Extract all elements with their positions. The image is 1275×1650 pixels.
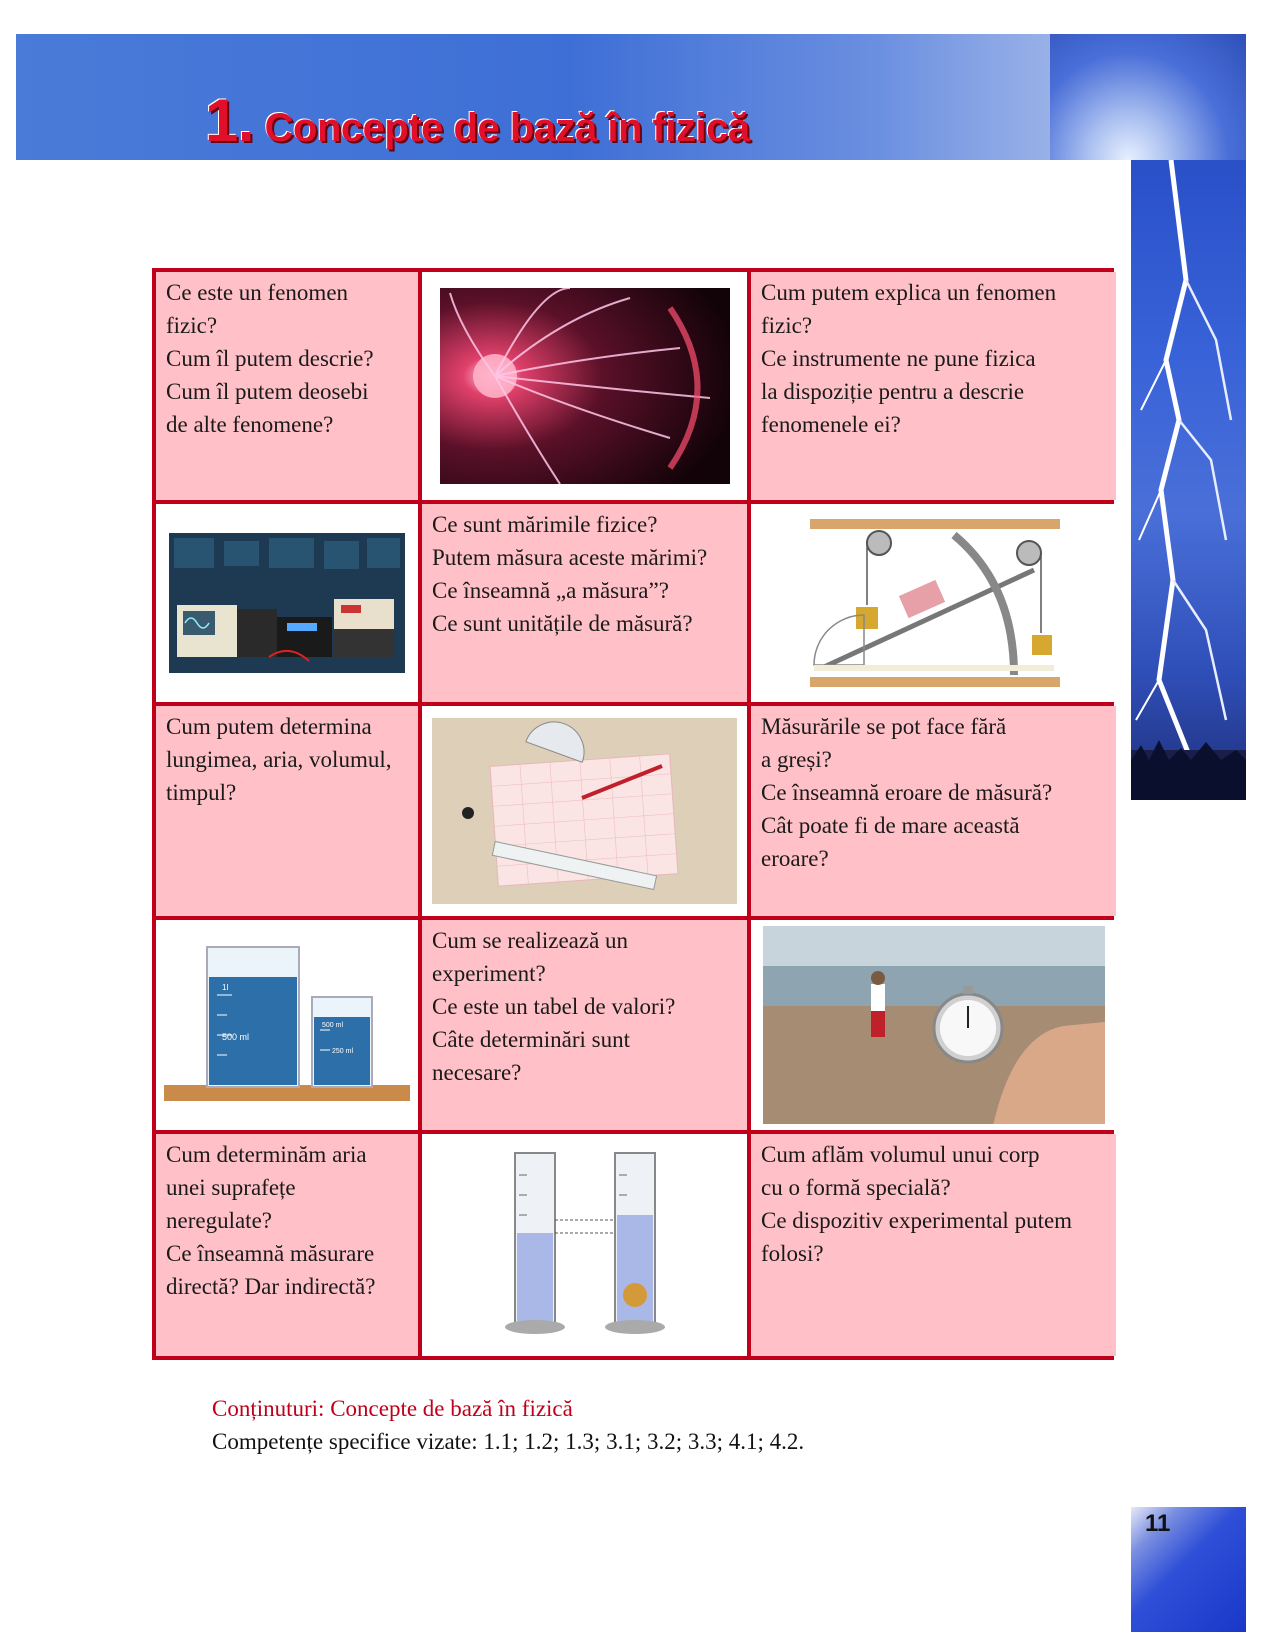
beaker-small-top-label: 500 ml xyxy=(322,1022,344,1029)
question-line: Cum îl putem descrie? xyxy=(166,346,374,371)
beaker-big-top-label: 1l xyxy=(222,983,229,992)
cell-experiment xyxy=(422,920,747,1130)
beaker-big-label: 500 ml xyxy=(222,1032,250,1042)
chapter-title-text: Concepte de bază în fizică xyxy=(264,106,750,150)
question-line: fenomenele ei? xyxy=(761,412,901,437)
question-line: Cât poate fi de mare această xyxy=(761,813,1020,838)
competences-line: Competențe specifice vizate: 1.1; 1.2; 1.3; 3.1; 3.2; 3.3; 4.1; 4.2. xyxy=(212,1429,805,1454)
cell-measurement-error xyxy=(751,706,1116,916)
question-grid xyxy=(152,268,1114,1360)
question-line: Cum aflăm volumul unui corp xyxy=(761,1142,1040,1167)
question-line: Putem măsura aceste mărimi? xyxy=(432,545,708,570)
question-line: necesare? xyxy=(432,1060,522,1085)
question-line: folosi? xyxy=(761,1241,824,1266)
page-number: 11 xyxy=(1145,1510,1171,1537)
question-line: Ce sunt unitățile de măsură? xyxy=(432,611,693,636)
question-line: Cum se realizează un xyxy=(432,928,629,953)
question-line: la dispoziție pentru a descrie xyxy=(761,379,1025,404)
question-line: Măsurările se pot face fără xyxy=(761,714,1007,739)
graph-paper-tools-image xyxy=(422,706,747,916)
cell-explain-phenomenon xyxy=(751,272,1116,500)
question-line: eroare? xyxy=(761,846,829,871)
header-sky-image xyxy=(1050,34,1246,160)
question-line: cu o formă specială? xyxy=(761,1175,951,1200)
question-line: lungimea, aria, volumul, xyxy=(166,747,392,772)
question-line: Ce sunt mărimile fizice? xyxy=(432,512,658,537)
plasma-ball-image xyxy=(422,272,747,500)
question-line: timpul? xyxy=(166,780,237,805)
stopwatch-beach-image xyxy=(751,920,1116,1130)
graduated-cylinders-image xyxy=(422,1134,747,1356)
question-line: unei suprafețe xyxy=(166,1175,296,1200)
lightning-image xyxy=(1131,160,1246,800)
question-line: Ce înseamnă „a măsura”? xyxy=(432,578,669,603)
cell-physical-quantities xyxy=(422,504,747,702)
question-line: Cum determinăm aria xyxy=(166,1142,367,1167)
beaker-small-label: 250 ml xyxy=(332,1048,354,1055)
question-line: Ce instrumente ne pune fizica xyxy=(761,346,1036,371)
question-line: Câte determinări sunt xyxy=(432,1027,630,1052)
question-line: Ce înseamnă eroare de măsură? xyxy=(761,780,1053,805)
question-line: experiment? xyxy=(432,961,546,986)
question-line: fizic? xyxy=(166,313,218,338)
cell-determine-quantities xyxy=(156,706,418,916)
cell-irregular-area xyxy=(156,1134,418,1356)
contents-line: Conținuturi: Concepte de bază în fizică xyxy=(212,1396,573,1421)
question-line: fizic? xyxy=(761,313,813,338)
beakers-image xyxy=(156,920,418,1130)
question-line: Cum putem determina xyxy=(166,714,372,739)
chapter-number: 1. xyxy=(205,87,255,154)
cell-special-volume xyxy=(751,1134,1116,1356)
question-line: directă? Dar indirectă? xyxy=(166,1274,376,1299)
question-line: a greși? xyxy=(761,747,832,772)
question-line: Ce dispozitiv experimental putem xyxy=(761,1208,1073,1233)
question-line: de alte fenomene? xyxy=(166,412,334,437)
question-line: Ce înseamnă măsurare xyxy=(166,1241,375,1266)
question-line: Cum îl putem deosebi xyxy=(166,379,369,404)
question-line: neregulate? xyxy=(166,1208,272,1233)
cell-phenomenon-questions xyxy=(156,272,418,500)
lab-instruments-image xyxy=(156,504,418,702)
question-line: Ce este un fenomen xyxy=(166,280,349,305)
chapter-footer xyxy=(212,1392,804,1458)
chapter-title xyxy=(205,86,750,155)
question-line: Ce este un tabel de valori? xyxy=(432,994,676,1019)
question-line: Cum putem explica un fenomen xyxy=(761,280,1057,305)
inclined-plane-pulley-diagram xyxy=(751,504,1116,702)
